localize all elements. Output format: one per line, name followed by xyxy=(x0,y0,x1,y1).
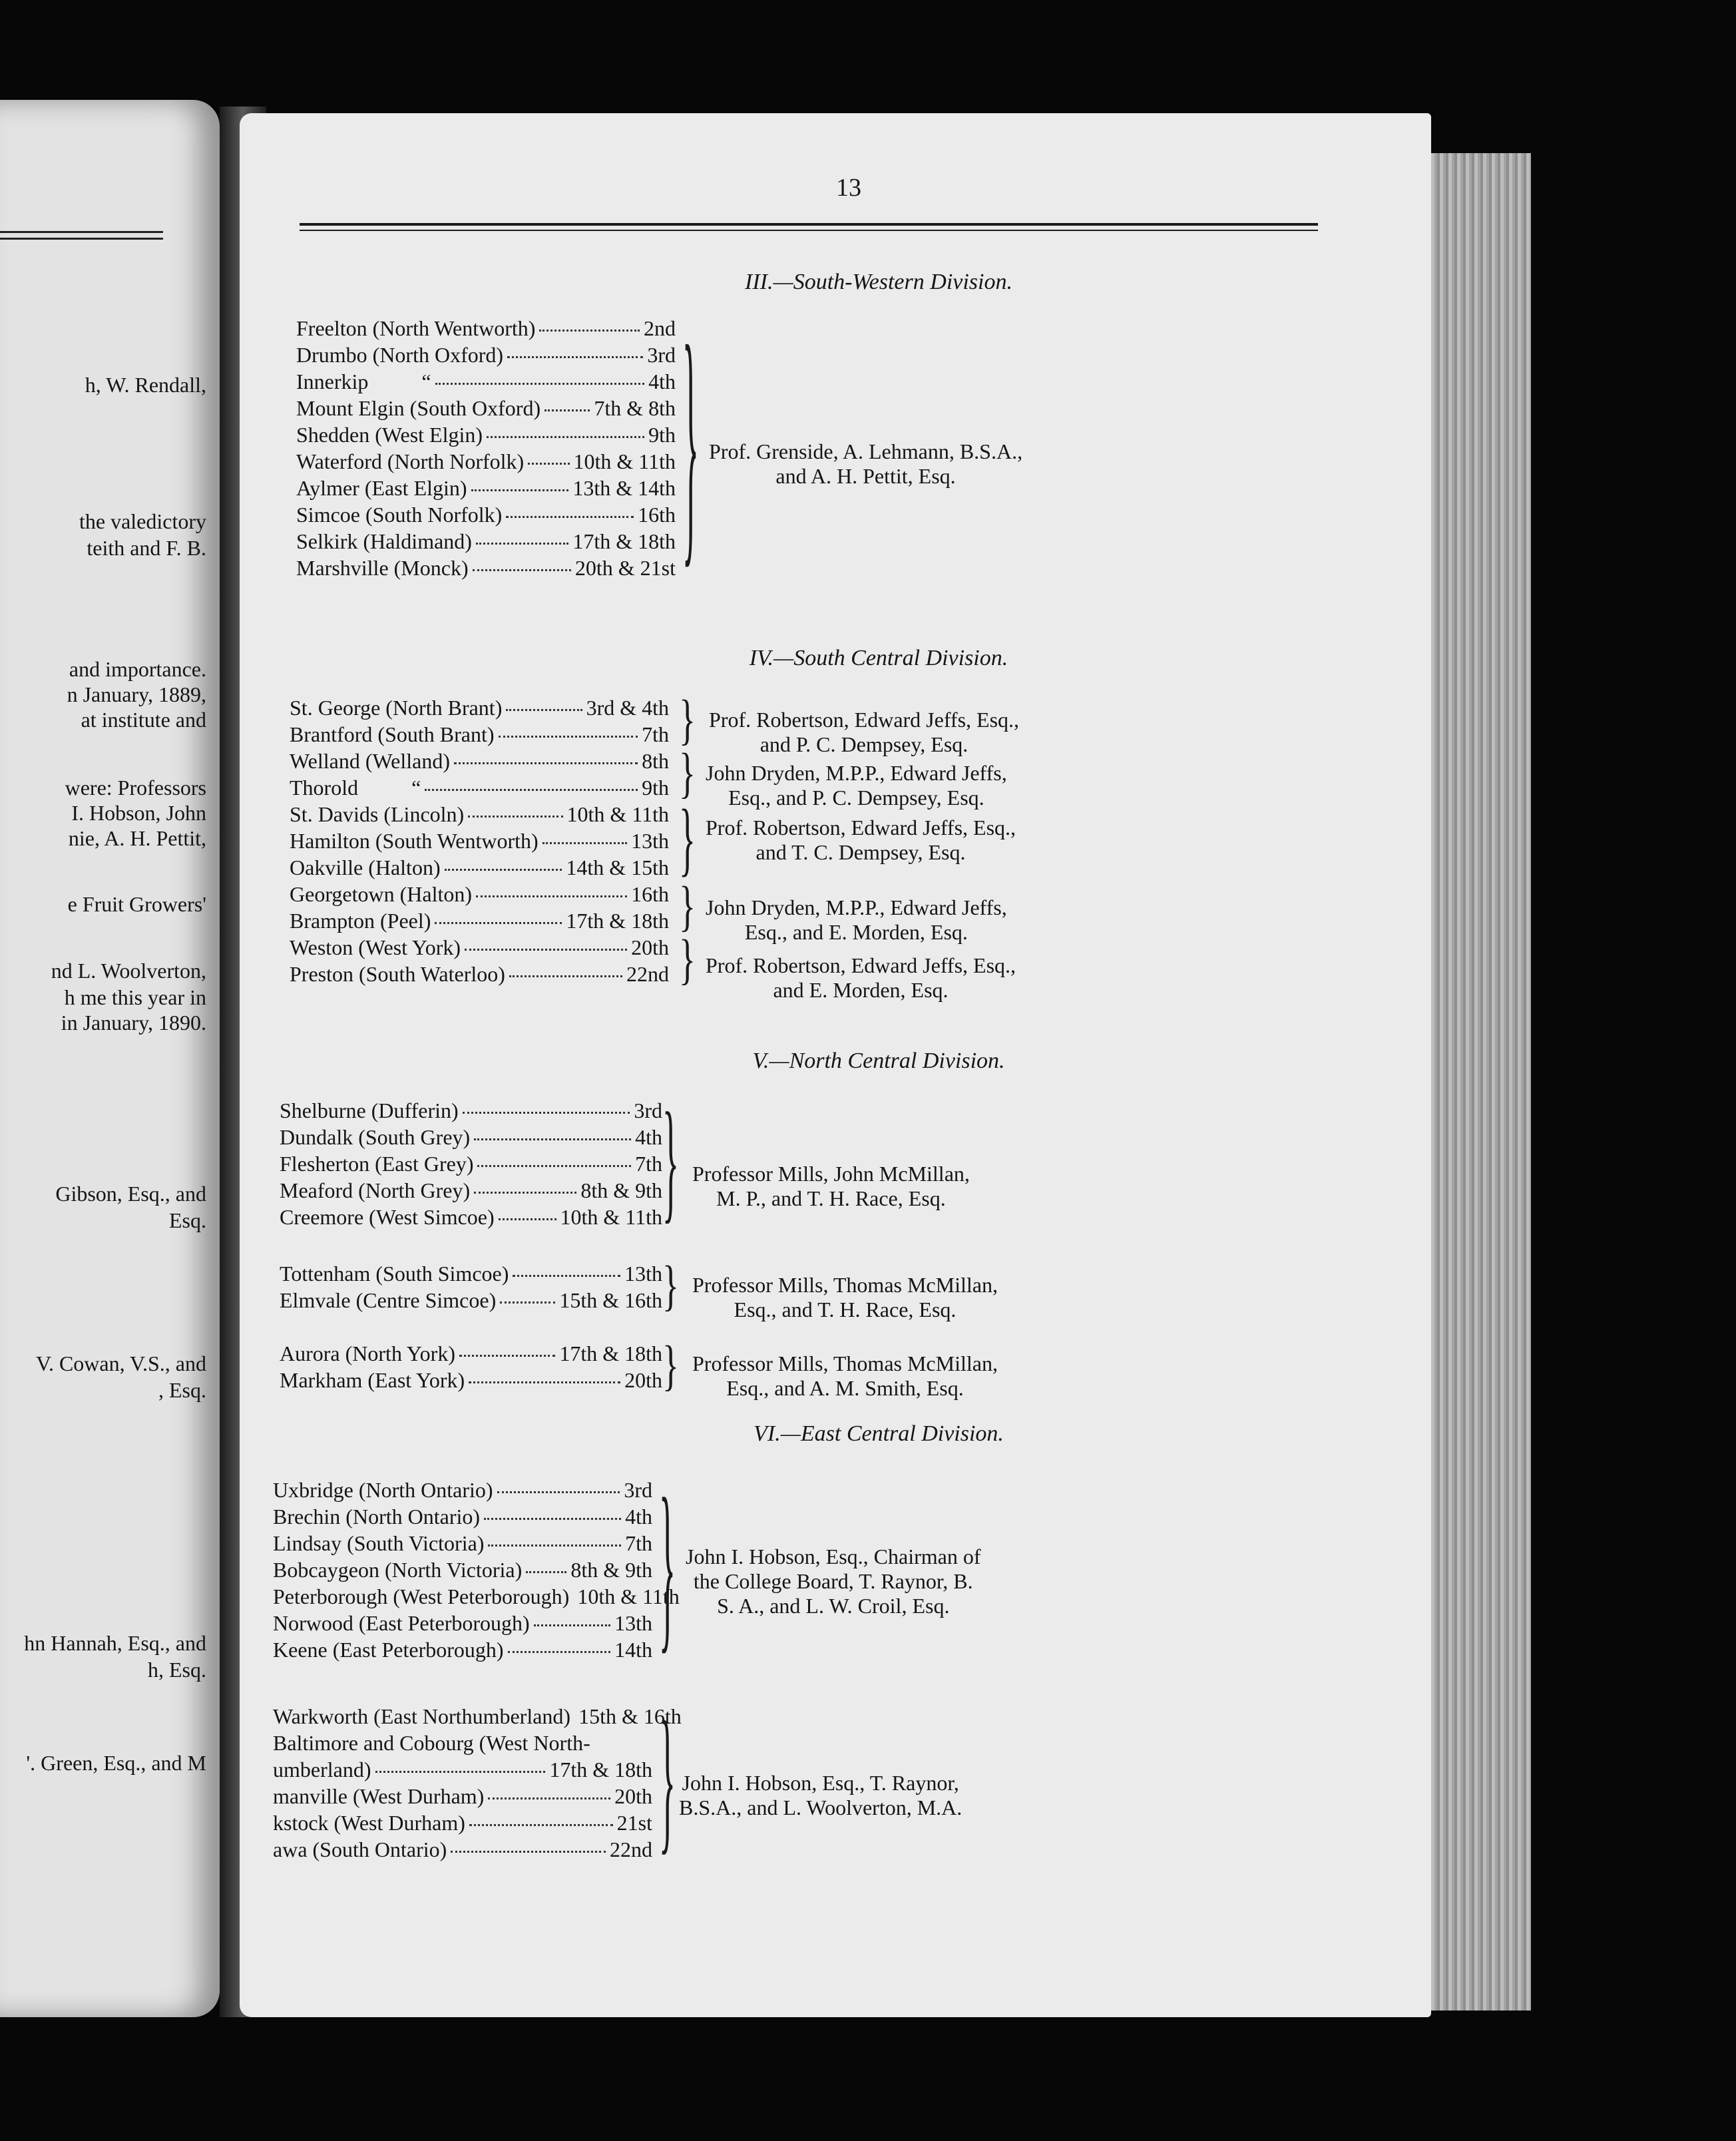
dot-leader xyxy=(528,463,569,465)
entry-place: Selkirk (Haldimand) xyxy=(296,529,472,553)
entry-place: St. George (North Brant) xyxy=(290,696,503,720)
judges-line: and A. H. Pettit, Esq. xyxy=(775,464,956,488)
dot-leader xyxy=(454,762,638,764)
schedule-entry xyxy=(296,529,676,554)
group-brace: } xyxy=(679,876,696,938)
entry-date: 13th xyxy=(631,829,669,853)
group-brace: } xyxy=(679,929,696,991)
entry-place: Hamilton (South Wentworth) xyxy=(290,829,539,853)
left-page-fragment: n January, 1889, xyxy=(67,682,206,706)
schedule-entry xyxy=(290,962,669,987)
entry-date: 22nd xyxy=(626,962,669,986)
entry-date: 10th & 11th xyxy=(577,1584,680,1608)
judges-line: Professor Mills, Thomas McMillan, xyxy=(692,1351,998,1375)
group-brace: } xyxy=(679,743,696,805)
judges-line: Esq., and T. H. Race, Esq. xyxy=(734,1298,957,1321)
entry-place: Freelton (North Wentworth) xyxy=(296,316,536,340)
dot-leader xyxy=(507,356,643,358)
judges-block xyxy=(706,895,1007,945)
entry-date: 14th & 15th xyxy=(566,855,669,879)
dot-leader xyxy=(508,1651,611,1653)
judges-line: John Dryden, M.P.P., Edward Jeffs, xyxy=(706,895,1007,919)
dot-leader xyxy=(451,1851,606,1853)
entry-date: 3rd xyxy=(634,1098,662,1122)
schedule-entry xyxy=(296,343,676,367)
judges-line: B.S.A., and L. Woolverton, M.A. xyxy=(679,1795,963,1819)
entry-date: 8th xyxy=(642,749,669,773)
dot-leader xyxy=(534,1624,610,1626)
schedule-entry xyxy=(290,722,669,747)
entry-date: 3rd & 4th xyxy=(586,696,669,720)
entry-place: Innerkip “ xyxy=(296,369,431,393)
entry-place: St. Davids (Lincoln) xyxy=(290,802,465,826)
group-brace: } xyxy=(679,794,696,885)
entry-date: 20th xyxy=(631,935,669,959)
entry-place: Shedden (West Elgin) xyxy=(296,423,483,447)
dot-leader xyxy=(506,709,582,711)
entry-date: 16th xyxy=(631,882,669,906)
entry-date: 8th & 9th xyxy=(570,1558,652,1582)
judges-line: and E. Morden, Esq. xyxy=(773,978,949,1002)
entry-date: 13th & 14th xyxy=(572,476,676,500)
entry-place: Oakville (Halton) xyxy=(290,855,441,879)
judges-line: and T. C. Dempsey, Esq. xyxy=(756,840,966,864)
division-heading-v: V.—North Central Division. xyxy=(752,1049,1005,1073)
judges-block xyxy=(692,1273,998,1322)
schedule-entry xyxy=(296,449,676,474)
entry-place: Preston (South Waterloo) xyxy=(290,962,505,986)
entry-date: 10th & 11th xyxy=(566,802,669,826)
entry-place: Warkworth (East Northumberland) xyxy=(273,1704,571,1728)
schedule-entry xyxy=(290,909,669,933)
entry-date: 17th & 18th xyxy=(559,1341,662,1365)
entry-place: Drumbo (North Oxford) xyxy=(296,343,504,367)
entry-date: 7th xyxy=(642,722,669,746)
schedule-entry xyxy=(273,1558,652,1582)
entry-place: Keene (East Peterborough) xyxy=(273,1638,504,1662)
entry-place: Waterford (North Norfolk) xyxy=(296,449,525,473)
left-page-fragment: were: Professors xyxy=(65,776,206,800)
left-page-fragment: and importance. xyxy=(69,657,206,681)
dot-leader xyxy=(474,1138,631,1140)
dot-leader xyxy=(468,816,562,818)
schedule-entry xyxy=(273,1505,652,1529)
entry-place: Shelburne (Dufferin) xyxy=(280,1098,459,1122)
page-number: 13 xyxy=(836,174,861,202)
dot-leader xyxy=(474,1192,576,1194)
left-page-fragment: the valedictory xyxy=(79,509,206,533)
schedule-entry xyxy=(280,1341,662,1366)
entry-place: umberland) xyxy=(273,1758,371,1782)
entry-place: Elmvale (Centre Simcoe) xyxy=(280,1288,497,1312)
schedule-entry xyxy=(273,1784,652,1809)
entry-place: Marshville (Monck) xyxy=(296,556,469,580)
entry-place: Flesherton (East Grey) xyxy=(280,1152,474,1176)
left-page-rule xyxy=(0,231,163,233)
group-brace: } xyxy=(659,1692,676,1871)
schedule-entry xyxy=(280,1125,662,1150)
left-page-fragment: nd L. Woolverton, xyxy=(51,959,206,983)
judges-block xyxy=(679,1771,962,1820)
entry-date: 20th xyxy=(614,1784,652,1808)
dot-leader xyxy=(473,569,571,571)
entry-place: Peterborough (West Peterborough) xyxy=(273,1584,570,1608)
schedule-entry xyxy=(273,1758,652,1782)
entry-place: manville (West Durham) xyxy=(273,1784,485,1808)
judges-block xyxy=(706,761,1007,810)
left-page-fragment: '. Green, Esq., and M xyxy=(26,1751,206,1775)
judges-line: John I. Hobson, Esq., Chairman of xyxy=(686,1545,981,1568)
left-facing-page xyxy=(0,100,220,2017)
group-brace: } xyxy=(679,690,696,752)
entry-place: Bobcaygeon (North Victoria) xyxy=(273,1558,523,1582)
entry-place: Uxbridge (North Ontario) xyxy=(273,1478,493,1502)
entry-place: Baltimore and Cobourg (West North- xyxy=(273,1731,590,1755)
entry-place: Weston (West York) xyxy=(290,935,461,959)
left-page-fragment: in January, 1890. xyxy=(61,1011,206,1035)
dot-leader xyxy=(542,842,627,844)
judges-line: Professor Mills, John McMillan, xyxy=(692,1162,970,1186)
dot-leader xyxy=(488,1545,621,1546)
dot-leader xyxy=(513,1275,620,1277)
schedule-entry xyxy=(280,1152,662,1176)
entry-date: 13th xyxy=(614,1611,652,1635)
schedule-entry xyxy=(273,1837,652,1862)
dot-leader xyxy=(499,736,638,738)
schedule-entry xyxy=(280,1178,662,1203)
entry-place: Mount Elgin (South Oxford) xyxy=(296,396,541,420)
dot-leader xyxy=(469,1824,613,1826)
schedule-entry xyxy=(296,556,676,581)
entry-date: 22nd xyxy=(610,1837,652,1861)
entry-date: 16th xyxy=(638,503,676,527)
entry-date: 10th & 11th xyxy=(560,1205,662,1229)
schedule-entry xyxy=(290,802,669,827)
judges-line: M. P., and T. H. Race, Esq. xyxy=(716,1186,946,1210)
dot-leader xyxy=(500,1302,555,1304)
left-page-fragment: V. Cowan, V.S., and xyxy=(35,1351,206,1375)
left-page-fragment: Gibson, Esq., and xyxy=(55,1182,206,1206)
entry-date: 4th xyxy=(625,1505,652,1529)
judges-line: Prof. Robertson, Edward Jeffs, Esq., xyxy=(706,816,1016,839)
judges-line: John I. Hobson, Esq., T. Raynor, xyxy=(682,1771,959,1795)
dot-leader xyxy=(471,489,569,491)
entry-date: 13th xyxy=(624,1262,662,1286)
schedule-entry xyxy=(280,1288,662,1313)
judges-line: Professor Mills, Thomas McMillan, xyxy=(692,1273,998,1297)
judges-line: and P. C. Dempsey, Esq. xyxy=(760,732,969,756)
schedule-entry xyxy=(280,1205,662,1230)
judges-line: S. A., and L. W. Croil, Esq. xyxy=(717,1594,950,1618)
dot-leader xyxy=(445,869,562,871)
entry-place: Simcoe (South Norfolk) xyxy=(296,503,503,527)
entry-place: Brantford (South Brant) xyxy=(290,722,495,746)
judges-block xyxy=(686,1545,981,1618)
division-heading-iv: IV.—South Central Division. xyxy=(749,646,1008,670)
dot-leader xyxy=(476,895,627,897)
group-brace: } xyxy=(682,298,699,593)
schedule-entry xyxy=(290,696,669,720)
dot-leader xyxy=(499,1218,556,1220)
group-brace: } xyxy=(662,1088,679,1237)
entry-place: Lindsay (South Victoria) xyxy=(273,1531,485,1555)
schedule-entry xyxy=(290,776,669,800)
schedule-entry xyxy=(290,749,669,774)
entry-date: 3rd xyxy=(624,1478,652,1502)
entry-place: Brampton (Peel) xyxy=(290,909,431,933)
entry-date: 21st xyxy=(616,1811,652,1835)
entry-place: Aurora (North York) xyxy=(280,1341,455,1365)
judges-line: Prof. Robertson, Edward Jeffs, Esq., xyxy=(709,708,1020,732)
left-page-fragment: h me this year in xyxy=(64,985,206,1009)
entry-place: Brechin (North Ontario) xyxy=(273,1505,481,1529)
schedule-entry xyxy=(296,396,676,421)
left-page-fragment: at institute and xyxy=(81,708,206,732)
entry-place: Meaford (North Grey) xyxy=(280,1178,471,1202)
dot-leader xyxy=(435,922,562,924)
judges-line: Esq., and P. C. Dempsey, Esq. xyxy=(728,786,984,810)
schedule-entry xyxy=(273,1704,682,1729)
left-page-fragment: nie, A. H. Pettit, xyxy=(68,826,206,850)
left-page-fragment: h, W. Rendall, xyxy=(85,373,206,397)
entry-date: 14th xyxy=(614,1638,652,1662)
entry-date: 7th xyxy=(635,1152,662,1176)
dot-leader xyxy=(476,543,568,545)
dot-leader xyxy=(435,383,645,385)
entry-date: 9th xyxy=(642,776,669,800)
entry-date: 17th & 18th xyxy=(566,909,669,933)
judges-line: Prof. Robertson, Edward Jeffs, Esq., xyxy=(706,953,1016,977)
entry-date: 15th & 16th xyxy=(578,1704,682,1728)
schedule-entry xyxy=(273,1638,652,1662)
schedule-entry xyxy=(273,1731,652,1756)
entry-date: 20th xyxy=(624,1368,662,1392)
schedule-entry xyxy=(296,369,676,394)
judges-block xyxy=(706,816,1016,865)
schedule-entry xyxy=(280,1262,662,1286)
judges-block xyxy=(709,708,1019,757)
schedule-entry xyxy=(290,855,669,880)
dot-leader xyxy=(463,1112,630,1114)
dot-leader xyxy=(469,1381,620,1383)
schedule-entry xyxy=(296,476,676,501)
entry-date: 4th xyxy=(635,1125,662,1149)
entry-date: 3rd xyxy=(647,343,676,367)
dot-leader xyxy=(484,1518,621,1520)
dot-leader xyxy=(459,1355,555,1357)
dot-leader xyxy=(487,436,644,438)
entry-date: 8th & 9th xyxy=(580,1178,662,1202)
judges-line: the College Board, T. Raynor, B. xyxy=(693,1569,973,1593)
entry-place: kstock (West Durham) xyxy=(273,1811,465,1835)
judges-block xyxy=(709,439,1022,489)
entry-place: Aylmer (East Elgin) xyxy=(296,476,467,500)
schedule-entry xyxy=(296,503,676,527)
left-page-fragment: h, Esq. xyxy=(148,1658,206,1682)
dot-leader xyxy=(544,409,590,411)
dot-leader xyxy=(488,1797,610,1799)
schedule-entry xyxy=(296,316,676,341)
dot-leader xyxy=(506,516,634,518)
dot-leader xyxy=(509,975,622,977)
schedule-entry xyxy=(273,1584,680,1609)
judges-line: Esq., and E. Morden, Esq. xyxy=(744,920,968,944)
dot-leader xyxy=(497,1491,620,1493)
schedule-entry xyxy=(273,1611,652,1636)
dot-leader xyxy=(465,949,627,951)
group-brace: } xyxy=(659,1464,676,1672)
judges-block xyxy=(706,953,1016,1003)
schedule-entry xyxy=(280,1098,662,1123)
judges-block xyxy=(692,1351,998,1401)
entry-date: 15th & 16th xyxy=(559,1288,662,1312)
entry-date: 7th xyxy=(625,1531,652,1555)
judges-line: John Dryden, M.P.P., Edward Jeffs, xyxy=(706,761,1007,785)
group-brace: } xyxy=(662,1256,679,1317)
entry-place: Markham (East York) xyxy=(280,1368,465,1392)
left-page-fragment: Esq. xyxy=(169,1208,206,1232)
schedule-entry xyxy=(273,1811,652,1835)
entry-date: 7th & 8th xyxy=(594,396,676,420)
entry-date: 17th & 18th xyxy=(572,529,676,553)
division-heading-vi: VI.—East Central Division. xyxy=(754,1421,1004,1446)
dot-leader xyxy=(526,1571,566,1573)
entry-place: Dundalk (South Grey) xyxy=(280,1125,471,1149)
dot-leader xyxy=(375,1771,546,1773)
left-page-fragment: , Esq. xyxy=(158,1378,206,1402)
entry-date: 2nd xyxy=(644,316,676,340)
entry-place: Creemore (West Simcoe) xyxy=(280,1205,495,1229)
schedule-entry xyxy=(273,1531,652,1556)
entry-place: Georgetown (Halton) xyxy=(290,882,472,906)
entry-place: Welland (Welland) xyxy=(290,749,450,773)
schedule-entry xyxy=(290,935,669,960)
entry-date: 10th & 11th xyxy=(573,449,676,473)
schedule-entry xyxy=(290,882,669,907)
judges-block xyxy=(692,1162,970,1211)
entry-place: awa (South Ontario) xyxy=(273,1837,447,1861)
schedule-entry xyxy=(280,1368,662,1393)
right-page xyxy=(240,113,1431,2017)
entry-date: 20th & 21st xyxy=(574,556,676,580)
dot-leader xyxy=(425,789,638,791)
entry-date: 9th xyxy=(648,423,676,447)
schedule-entry xyxy=(273,1478,652,1503)
entry-place: Norwood (East Peterborough) xyxy=(273,1611,530,1635)
schedule-entry xyxy=(296,423,676,447)
dot-leader xyxy=(477,1165,631,1167)
left-page-fragment: e Fruit Growers' xyxy=(67,892,206,916)
entry-date: 17th & 18th xyxy=(549,1758,652,1782)
judges-line: Prof. Grenside, A. Lehmann, B.S.A., xyxy=(709,439,1023,463)
header-double-rule xyxy=(300,223,1318,231)
entry-place: Thorold “ xyxy=(290,776,421,800)
judges-line: Esq., and A. M. Smith, Esq. xyxy=(726,1376,964,1400)
group-brace: } xyxy=(662,1335,679,1397)
left-page-fragment: I. Hobson, John xyxy=(71,801,206,825)
division-heading-iii: III.—South-Western Division. xyxy=(745,270,1012,294)
entry-date: 4th xyxy=(648,369,676,393)
schedule-entry xyxy=(290,829,669,853)
dot-leader xyxy=(539,330,640,332)
entry-place: Tottenham (South Simcoe) xyxy=(280,1262,509,1286)
left-page-fragment: hn Hannah, Esq., and xyxy=(24,1631,206,1655)
left-page-rule xyxy=(0,238,163,240)
left-page-fragment: teith and F. B. xyxy=(87,536,206,560)
